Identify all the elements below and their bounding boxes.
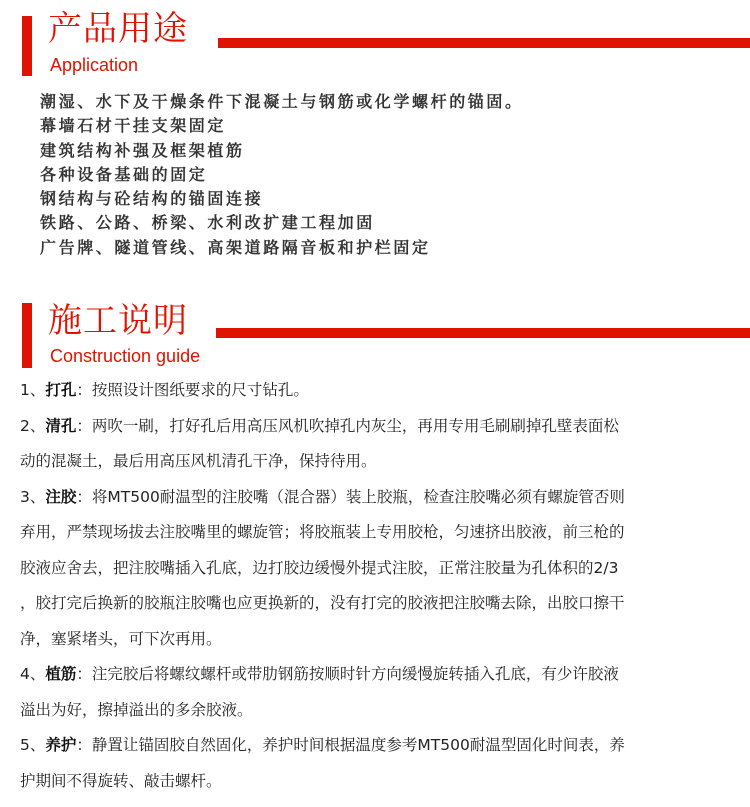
application-title-cn: 产品用途 <box>48 9 188 49</box>
step-text: 溢出为好，擦掉溢出的多余胶液。 <box>20 700 253 719</box>
step-drilling <box>20 373 740 409</box>
step-text: 护期间不得旋转、敲击螺杆。 <box>20 771 222 790</box>
step-text: 弃用，严禁现场拔去注胶嘴里的螺旋管；将胶瓶装上专用胶枪，匀速挤出胶液，前三枪的 <box>20 523 625 541</box>
step-keyword: 清孔 <box>45 416 77 435</box>
application-item: 钢结构与砼结构的锚固连接 <box>40 189 264 209</box>
accent-vertical-bar <box>22 303 32 368</box>
application-item: 各种设备基础的固定 <box>40 164 208 184</box>
accent-horizontal-bar <box>216 328 750 338</box>
construction-title-en: Construction guide <box>50 346 201 366</box>
application-item: 广告牌、隧道管线、高架道路隔音板和护栏固定 <box>40 237 431 257</box>
application-list <box>40 90 524 260</box>
step-text: ：静置让锚固胶自然固化，养护时间根据温度参考MT500耐温型固化时间表，养 <box>76 736 625 754</box>
accent-vertical-bar <box>22 16 32 76</box>
step-text: ：按照设计图纸要求的尺寸钻孔。 <box>76 381 309 399</box>
step-keyword: 打孔 <box>45 381 77 399</box>
step-keyword: 注胶 <box>45 487 77 506</box>
accent-horizontal-bar <box>218 38 750 48</box>
step-cleaning <box>20 409 740 480</box>
step-keyword: 植筋 <box>45 665 77 683</box>
step-injecting <box>20 480 740 658</box>
step-number: 3、 <box>20 487 46 506</box>
construction-title-cn: 施工说明 <box>48 301 188 341</box>
step-line <box>20 480 740 516</box>
step-text: ：两吹一刷，打好孔后用高压风机吹掉孔内灰尘，再用专用毛刷刷掉孔壁表面松 <box>76 416 619 435</box>
step-text: 净，塞紧堵头，可下次再用。 <box>20 629 222 648</box>
application-item: 建筑结构补强及框架植筋 <box>40 140 245 160</box>
step-line <box>20 373 740 409</box>
step-curing <box>20 728 740 799</box>
step-text: 动的混凝土，最后用高压风机清孔干净，保持待用。 <box>20 452 377 470</box>
application-title-en: Application <box>50 55 139 75</box>
step-text: ：将MT500耐温型的注胶嘴（混合器）装上胶瓶，检查注胶嘴必须有螺旋管否则 <box>76 487 625 506</box>
construction-steps <box>20 373 740 799</box>
step-planting <box>20 657 740 728</box>
construction-section-header <box>0 290 750 366</box>
step-line <box>20 409 740 445</box>
application-item: 潮湿、水下及干燥条件下混凝土与钢筋或化学螺杆的锚固。 <box>40 92 524 111</box>
step-text: ：注完胶后将螺纹螺杆或带肋钢筋按顺时针方向缓慢旋转插入孔底，有少许胶液 <box>76 665 619 683</box>
step-text: 胶液应舍去，把注胶嘴插入孔底，边打胶边缓慢外提式注胶，正常注胶量为孔体积的2/3 <box>20 558 619 577</box>
application-item: 幕墙石材干挂支架固定 <box>40 116 227 136</box>
step-number: 1、 <box>20 381 46 399</box>
step-number: 2、 <box>20 416 46 435</box>
step-text: ，胶打完后换新的胶瓶注胶嘴也应更换新的，没有打完的胶液把注胶嘴去除，出胶口擦干 <box>20 594 625 612</box>
step-line <box>20 728 740 764</box>
step-line <box>20 657 740 693</box>
application-item: 铁路、公路、桥梁、水利改扩建工程加固 <box>40 213 375 233</box>
step-number: 5、 <box>20 736 46 754</box>
step-keyword: 养护 <box>45 736 77 754</box>
application-section-header <box>0 0 750 75</box>
step-number: 4、 <box>20 665 46 683</box>
